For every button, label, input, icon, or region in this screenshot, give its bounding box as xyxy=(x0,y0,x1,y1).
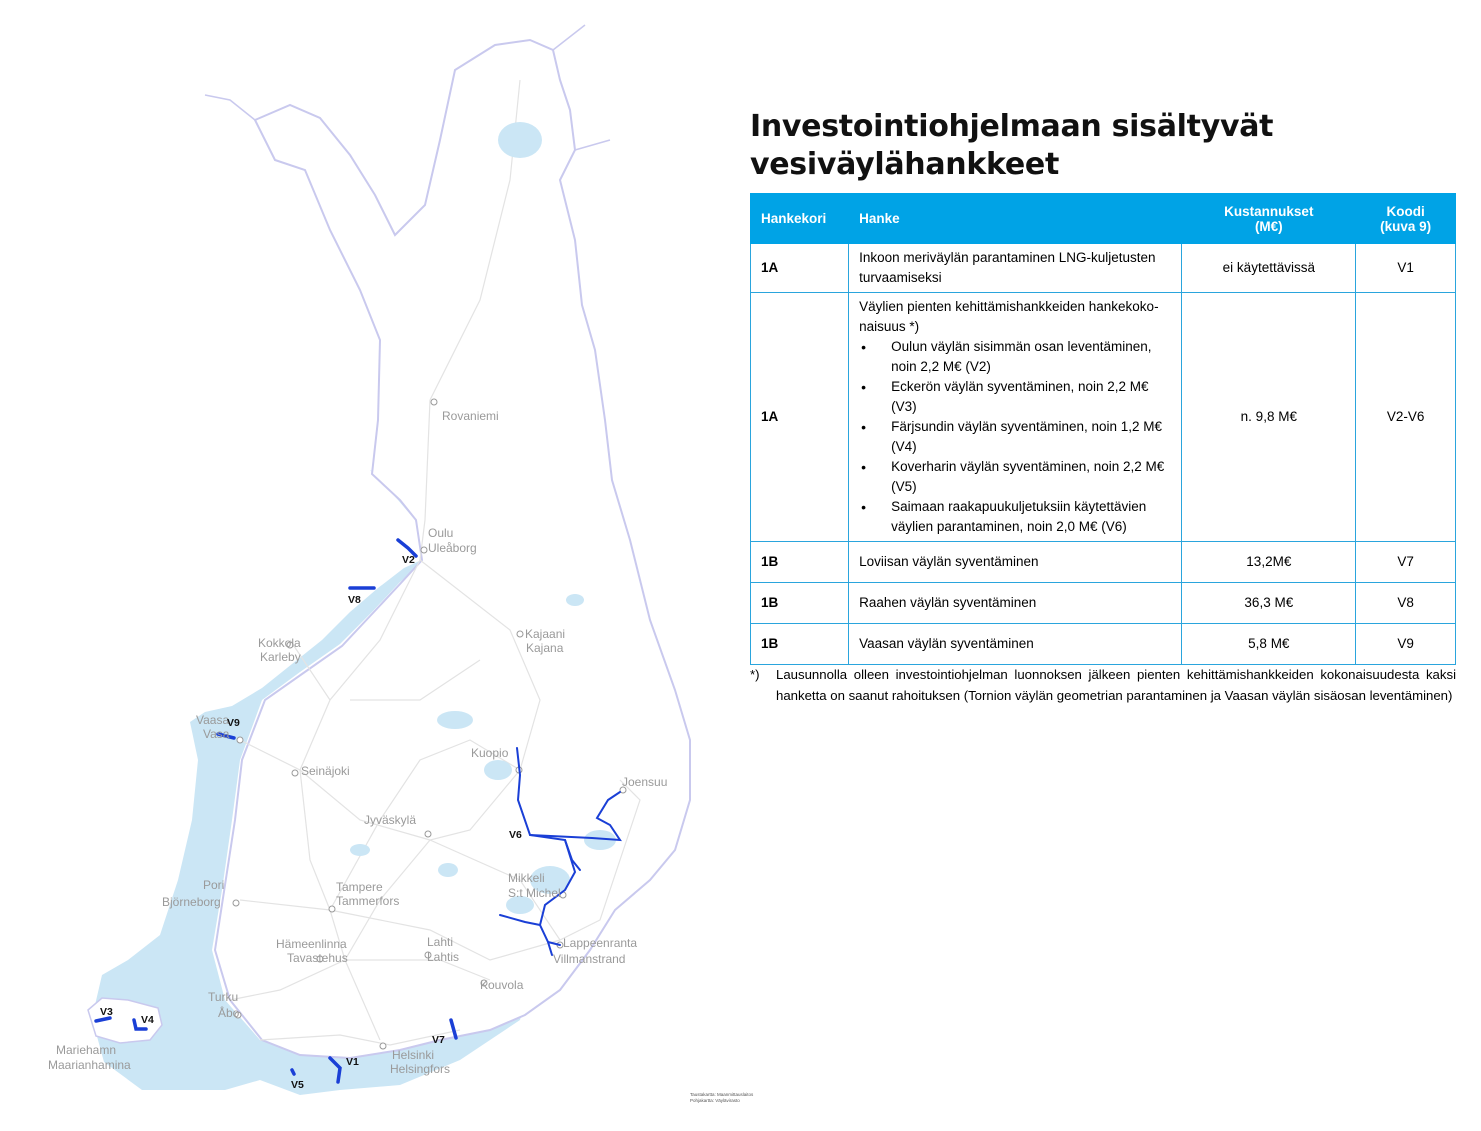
cell-hanke: Loviisan väylän syventäminen xyxy=(849,542,1182,583)
place-lappeenranta: Lappeenranta xyxy=(563,936,638,950)
cell-hanke: Vaasan väylän syventäminen xyxy=(849,624,1182,665)
cell-koodi: V1 xyxy=(1356,244,1456,293)
fairway-v5 xyxy=(292,1070,294,1074)
place-mariehamn: Mariehamn xyxy=(56,1043,117,1057)
cell-kustannukset: ei käytettävissä xyxy=(1182,244,1356,293)
header-kustannukset: Kustannukset (M€) xyxy=(1182,194,1356,244)
place-uleaborg: Uleåborg xyxy=(428,541,477,555)
place-maarianhamina: Maarianhamina xyxy=(48,1058,131,1072)
place-joensuu: Joensuu xyxy=(622,775,668,789)
map-credit-1: Taustakartta: Maanmittauslaitos xyxy=(690,1092,754,1097)
table-row xyxy=(751,244,1456,293)
projects-table xyxy=(750,193,1456,665)
cell-hankekori: 1B xyxy=(751,624,849,665)
place-kokkola: Kokkola xyxy=(258,636,301,650)
place-lahti: Lahti xyxy=(427,935,454,949)
place-kuopio: Kuopio xyxy=(471,746,509,760)
place-helsingfors: Helsingfors xyxy=(390,1062,451,1076)
place-vasa: Vasa xyxy=(203,727,230,741)
cell-hankekori: 1A xyxy=(751,293,849,542)
table-row xyxy=(751,293,1456,542)
cell-hanke: Raahen väylän syventäminen xyxy=(849,583,1182,624)
table-header-row xyxy=(751,194,1456,244)
list-item: • Koverharin väylän syventäminen, noin 2,2 M€ (V5) xyxy=(859,457,1171,497)
header-hankekori: Hankekori xyxy=(751,194,849,244)
cell-hanke: Inkoon meriväylän parantaminen LNG-kuljetusten turvaamiseksi xyxy=(849,244,1182,293)
cell-kustannukset: 13,2M€ xyxy=(1182,542,1356,583)
cell-hanke: Väylien pienten kehittämishankkeiden hankekoko- naisuus *) • Oulun väylän sisimmän osan leventäminen, noin 2,2 M€ (V2) • Eckerön väylän syventäminen, noin 2,2 M€ (V3) • Färjsundin väylän syventäminen, noin 1,2 M€ (V4) • Koverharin väylän syventäminen, noin 2,2 M€ (V5) • Saimaan raakapuukuljetuksiin käytettävien väylien parantaminen, noin 2,0 M€ (V6) xyxy=(849,293,1182,542)
label-v2: V2 xyxy=(402,554,415,566)
table-row xyxy=(751,583,1456,624)
place-bjorneborg: Björneborg xyxy=(162,895,221,909)
label-v9: V9 xyxy=(227,717,240,729)
place-helsinki: Helsinki xyxy=(392,1048,435,1062)
place-kajana: Kajana xyxy=(526,641,564,655)
page-title xyxy=(750,108,1450,184)
place-jyvaskyla: Jyväskylä xyxy=(364,813,417,827)
cell-koodi: V8 xyxy=(1356,583,1456,624)
header-koodi: Koodi (kuva 9) xyxy=(1356,194,1456,244)
title-line-2: vesiväylähankkeet xyxy=(750,147,1059,182)
place-turku: Turku xyxy=(208,990,239,1004)
place-mikkeli: Mikkeli xyxy=(508,871,545,885)
place-oulu: Oulu xyxy=(428,526,454,540)
table-row xyxy=(751,542,1456,583)
cell-koodi: V9 xyxy=(1356,624,1456,665)
cell-kustannukset: 36,3 M€ xyxy=(1182,583,1356,624)
place-kajaani: Kajaani xyxy=(525,627,566,641)
place-tampere: Tampere xyxy=(336,880,383,894)
place-st-michel: S:t Michel xyxy=(508,886,561,900)
footnote-text: Lausunnolla olleen investointiohjelman luonnoksen jälkeen pienten kehittämishankkeiden kokonaisuudesta kaksi hanketta on saanut rahoituksen (Tornion väylän geometrian parantaminen ja Vaasan väylän sisäosan leventäminen) xyxy=(776,667,1456,703)
list-item: • Eckerön väylän syventäminen, noin 2,2 M€ (V3) xyxy=(859,377,1171,417)
table-row xyxy=(751,624,1456,665)
place-villmanstrand: Villmanstrand xyxy=(553,952,626,966)
label-v8: V8 xyxy=(348,594,361,606)
list-item: • Färjsundin väylän syventäminen, noin 1,2 M€ (V4) xyxy=(859,417,1171,457)
list-item: • Saimaan raakapuukuljetuksiin käytettävien väylien parantaminen, noin 2,0 M€ (V6) xyxy=(859,497,1171,537)
label-v3: V3 xyxy=(100,1006,113,1018)
place-seinajoki: Seinäjoki xyxy=(301,764,350,778)
cell-koodi: V2-V6 xyxy=(1356,293,1456,542)
cell-kustannukset: 5,8 M€ xyxy=(1182,624,1356,665)
cell-kustannukset: n. 9,8 M€ xyxy=(1182,293,1356,542)
place-lahtis: Lahtis xyxy=(427,950,460,964)
footnote-mark: *) xyxy=(750,667,760,682)
place-vaasa: Vaasa xyxy=(196,713,230,727)
title-line-1: Investointiohjelmaan sisältyvät xyxy=(750,109,1274,144)
place-tammerfors: Tammerfors xyxy=(336,894,400,908)
finland-fairway-map xyxy=(40,30,754,1110)
cell-koodi: V7 xyxy=(1356,542,1456,583)
label-v4: V4 xyxy=(141,1014,154,1026)
place-hameenlinna: Hämeenlinna xyxy=(276,937,347,951)
cell-hankekori: 1B xyxy=(751,542,849,583)
place-karleby: Karleby xyxy=(260,650,301,664)
place-rovaniemi: Rovaniemi xyxy=(442,409,499,423)
map-credit-2: Pohjakartta: Väylävirasto xyxy=(690,1098,740,1103)
place-abo: Åbo xyxy=(218,1006,240,1020)
label-v7: V7 xyxy=(432,1034,445,1046)
header-hanke: Hanke xyxy=(849,194,1182,244)
cell-hankekori: 1A xyxy=(751,244,849,293)
place-kouvola: Kouvola xyxy=(480,978,524,992)
place-tavastehus: Tavastehus xyxy=(287,951,348,965)
label-v5: V5 xyxy=(291,1079,304,1091)
table-footnote xyxy=(750,664,1456,706)
place-pori: Pori xyxy=(203,878,225,892)
list-item: • Oulun väylän sisimmän osan leventäminen, noin 2,2 M€ (V2) xyxy=(859,337,1171,377)
label-v1: V1 xyxy=(346,1056,359,1068)
subproject-list xyxy=(859,337,1171,537)
label-v6: V6 xyxy=(509,829,522,841)
cell-hankekori: 1B xyxy=(751,583,849,624)
